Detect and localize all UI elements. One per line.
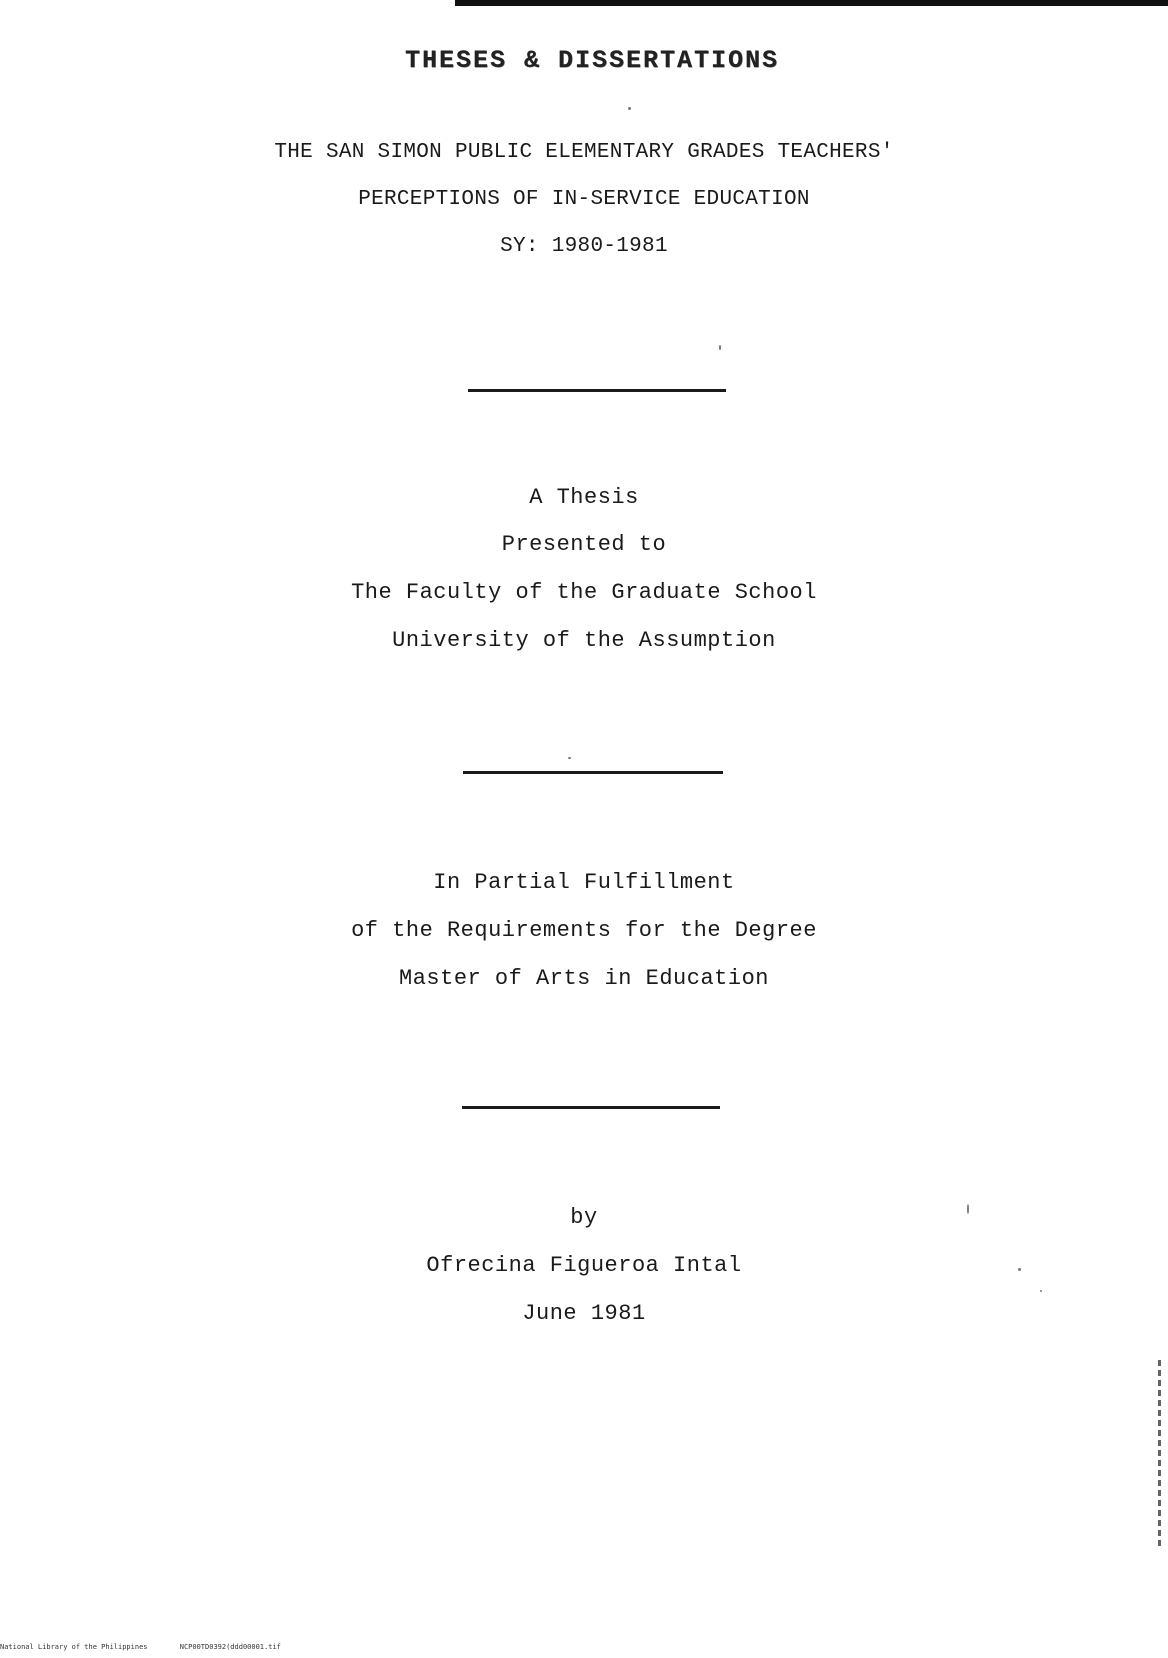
by-label: by (570, 1205, 598, 1230)
footer-library: National Library of the Philippines (0, 1643, 148, 1651)
scan-speck (1040, 1290, 1042, 1292)
fulfillment-line-1: In Partial Fulfillment (433, 870, 735, 895)
scan-top-edge (455, 0, 1168, 6)
scan-speck (967, 1204, 969, 1214)
author-name: Ofrecina Figueroa Intal (426, 1253, 742, 1278)
collection-stamp: THESES & DISSERTATIONS (404, 46, 780, 75)
university-line: University of the Assumption (392, 628, 776, 653)
divider-1 (468, 389, 726, 392)
fulfillment-line-2: of the Requirements for the Degree (351, 918, 817, 943)
footer-file: NCP00TD0392(ddd00001.tif (179, 1643, 281, 1651)
thesis-label: A Thesis (529, 485, 639, 510)
divider-3 (462, 1106, 720, 1109)
presented-to: Presented to (501, 532, 667, 557)
scan-footer (0, 1643, 309, 1651)
scan-right-edge (1158, 1360, 1161, 1550)
scan-speck (1018, 1268, 1021, 1271)
title-school-year: SY: 1980-1981 (500, 235, 668, 258)
title-line-2: PERCEPTIONS OF IN-SERVICE EDUCATION (358, 188, 810, 211)
faculty-line: The Faculty of the Graduate School (351, 580, 817, 605)
scan-speck (719, 345, 721, 350)
divider-2 (463, 771, 723, 774)
scan-speck (628, 107, 631, 110)
submission-date: June 1981 (522, 1301, 646, 1326)
degree-line: Master of Arts in Education (399, 966, 769, 991)
scan-speck (568, 757, 571, 759)
title-line-1: THE SAN SIMON PUBLIC ELEMENTARY GRADES TEACHERS' (274, 141, 894, 164)
